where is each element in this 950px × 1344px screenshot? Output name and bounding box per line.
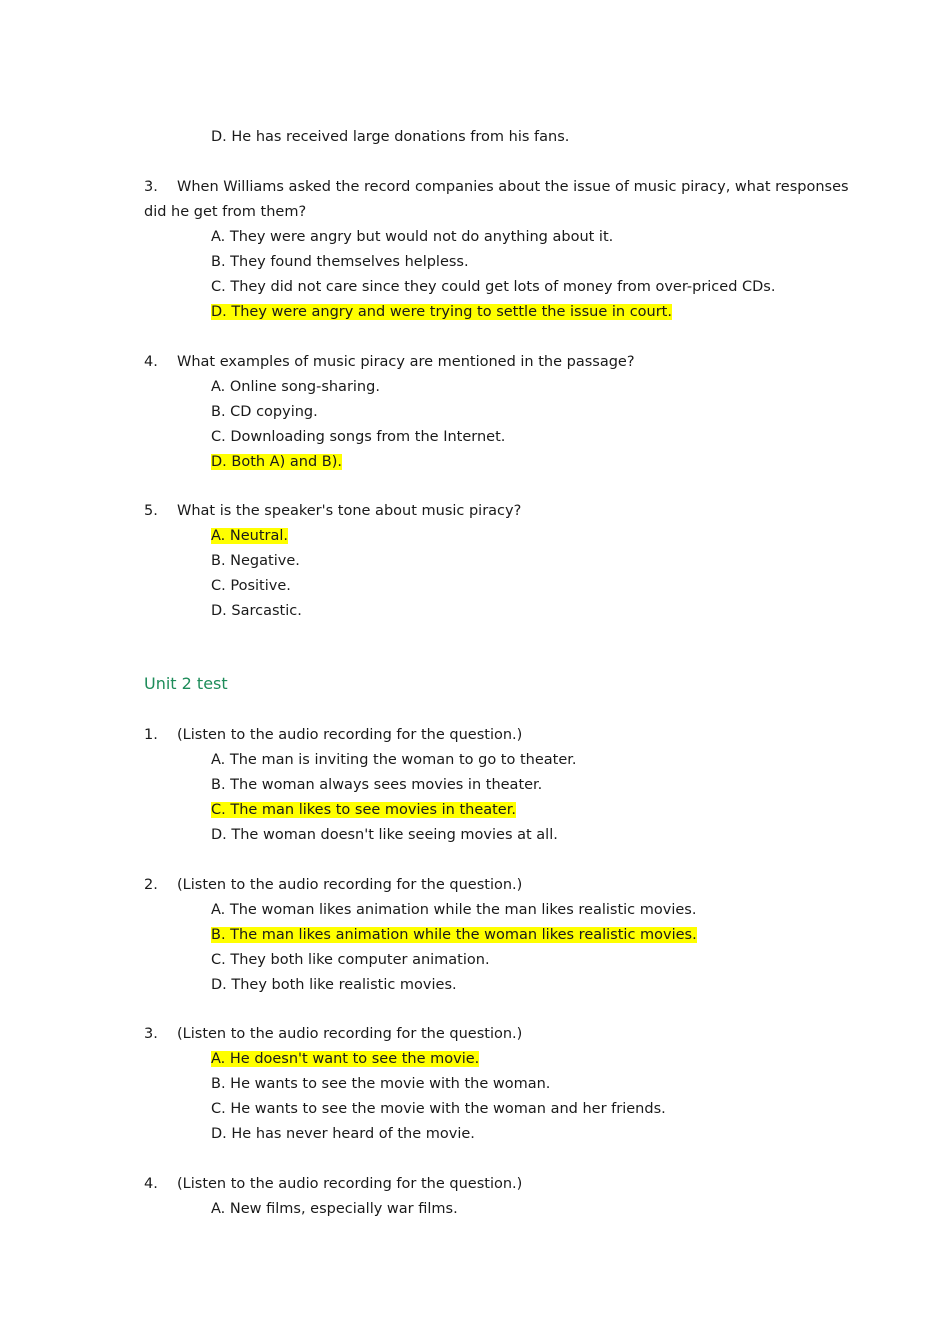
question-text: (Listen to the audio recording for the question.)	[177, 877, 523, 893]
question-text: What is the speaker's tone about music piracy?	[177, 503, 522, 519]
question-text: What examples of music piracy are mentioned in the passage?	[177, 354, 635, 370]
question-text: When Williams asked the record companies about the issue of music piracy, what responses	[177, 179, 849, 195]
answer-option: A. Online song-sharing.	[211, 379, 380, 395]
question-number: 3.	[144, 1026, 158, 1042]
answer-option: B. The woman always sees movies in theater.	[211, 777, 543, 793]
answer-option: A. The woman likes animation while the man likes realistic movies.	[211, 902, 697, 918]
answer-option: B. CD copying.	[211, 404, 318, 420]
highlighted-answer-option: D. They were angry and were trying to settle the issue in court.	[211, 304, 672, 320]
answer-option: D. He has never heard of the movie.	[211, 1126, 475, 1142]
answer-option: C. Positive.	[211, 578, 291, 594]
highlighted-answer-option: C. The man likes to see movies in theater.	[211, 802, 516, 818]
question-text: (Listen to the audio recording for the question.)	[177, 1176, 523, 1192]
answer-option: B. He wants to see the movie with the woman.	[211, 1076, 551, 1092]
question-number: 3.	[144, 179, 158, 195]
answer-option: C. They did not care since they could get lots of money from over-priced CDs.	[211, 279, 776, 295]
answer-option: A. The man is inviting the woman to go to theater.	[211, 752, 577, 768]
answer-option: C. He wants to see the movie with the woman and her friends.	[211, 1101, 666, 1117]
question-number: 2.	[144, 877, 158, 893]
question-number: 5.	[144, 503, 158, 519]
question-number: 4.	[144, 354, 158, 370]
answer-option: D. Sarcastic.	[211, 603, 302, 619]
highlighted-answer-option: B. The man likes animation while the woman likes realistic movies.	[211, 927, 697, 943]
answer-option: D. He has received large donations from his fans.	[211, 129, 570, 145]
question-text: (Listen to the audio recording for the question.)	[177, 1026, 523, 1042]
highlighted-answer-option: A. Neutral.	[211, 528, 289, 544]
answer-option: C. Downloading songs from the Internet.	[211, 429, 506, 445]
question-number: 1.	[144, 727, 158, 743]
answer-option: C. They both like computer animation.	[211, 952, 490, 968]
answer-option: A. New films, especially war films.	[211, 1201, 458, 1217]
question-text: (Listen to the audio recording for the question.)	[177, 727, 523, 743]
section-heading: Unit 2 test	[144, 674, 228, 693]
answer-option: D. The woman doesn't like seeing movies at all.	[211, 827, 558, 843]
answer-option: B. Negative.	[211, 553, 300, 569]
question-number: 4.	[144, 1176, 158, 1192]
highlighted-answer-option: A. He doesn't want to see the movie.	[211, 1051, 480, 1067]
answer-option: D. They both like realistic movies.	[211, 977, 457, 993]
question-text-continuation: did he get from them?	[144, 204, 307, 220]
answer-option: B. They found themselves helpless.	[211, 254, 469, 270]
answer-option: A. They were angry but would not do anything about it.	[211, 229, 614, 245]
highlighted-answer-option: D. Both A) and B).	[211, 454, 342, 470]
